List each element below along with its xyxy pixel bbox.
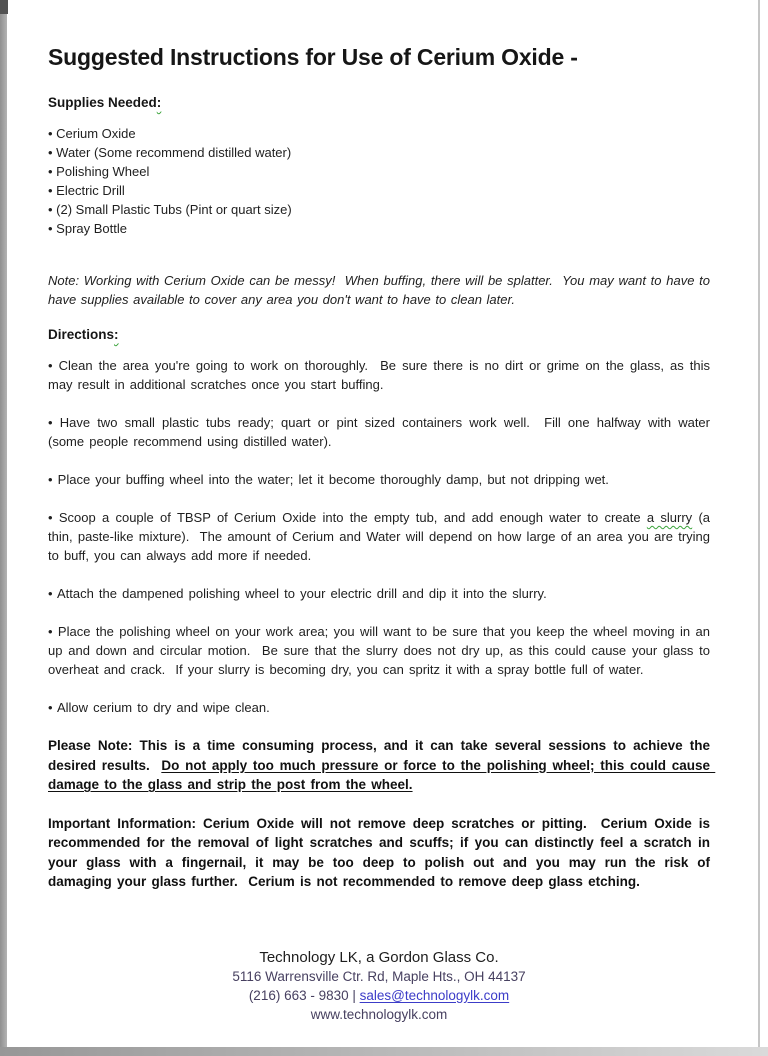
- direction-step: • Allow cerium to dry and wipe clean.: [48, 700, 270, 715]
- list-item: • Water (Some recommend distilled water): [48, 145, 292, 160]
- please-note-paragraph: [48, 736, 716, 795]
- list-item: • Polishing Wheel: [48, 164, 150, 179]
- direction-step: • Attach the dampened polishing wheel to your electric drill and dip it into the slurry.: [48, 586, 547, 601]
- page-edge-corner: [0, 0, 8, 14]
- page-title: Suggested Instructions for Use of Cerium Oxide -: [48, 44, 578, 70]
- footer-phone-line: [48, 986, 710, 1005]
- grammar-squiggle-colon: :: [156, 95, 162, 110]
- please-note-text: Please Note: This is a time consuming process, and it can take several sessions to achieve the desired results.: [48, 738, 716, 773]
- please-note-underlined-text: Do not apply too much pressure or force to the polishing wheel; this could cause damage to the glass and strip the post from the wheel.: [48, 757, 716, 792]
- note-paragraph: Note: Working with Cerium Oxide can be messy! When buffing, there will be splatter. You may want to have to have supplies available to cover any area you don't want to have to clean later.: [48, 273, 715, 307]
- footer-address: 5116 Warrensville Ctr. Rd, Maple Hts., OH 44137: [232, 968, 526, 984]
- page-edge-right: [758, 0, 760, 1056]
- directions-heading-text: Directions: [48, 327, 115, 342]
- direction-step: • Have two small plastic tubs ready; quart or pint sized containers work well. Fill one halfway with water (some people recommend using distilled water).: [48, 415, 716, 449]
- footer-phone: (216) 663 - 9830 |: [248, 987, 360, 1003]
- document-page: [48, 44, 716, 1024]
- important-information-paragraph: Important Information: Cerium Oxide will not remove deep scratches or pitting. Cerium Oxide is recommended for the removal of light scratches and scuffs; if you can distinctly feel a scratch in your glass with a fingernail, it may be too deep to polish out and you may run the risk of damaging your glass further. Cerium is not recommended to remove deep glass etching.: [48, 815, 716, 889]
- page-edge-left: [0, 0, 7, 1056]
- supplies-heading: [48, 95, 710, 110]
- footer-website: www.technologylk.com: [310, 1006, 448, 1022]
- direction-step: [48, 508, 716, 565]
- step-text: (a thin, paste-like mixture). The amount of Cerium and Water will depend on how large of an area you are trying to buff, you can always add more if needed.: [48, 510, 716, 563]
- email-link[interactable]: sales@technologylk.com: [359, 987, 510, 1003]
- list-item: • Cerium Oxide: [48, 126, 136, 141]
- list-item: • Spray Bottle: [48, 221, 127, 236]
- page-edge-bottom: [0, 1047, 768, 1056]
- list-item: • Electric Drill: [48, 183, 125, 198]
- supplies-list: [48, 124, 710, 238]
- list-item: • (2) Small Plastic Tubs (Pint or quart size): [48, 202, 292, 217]
- grammar-squiggle-text: a slurry: [646, 510, 693, 525]
- direction-step: • Place your buffing wheel into the water; let it become thoroughly damp, but not dripping wet.: [48, 472, 609, 487]
- footer: [48, 948, 710, 1024]
- footer-company-name: Technology LK, a Gordon Glass Co.: [259, 948, 499, 966]
- direction-step: • Clean the area you're going to work on thoroughly. Be sure there is no dirt or grime on the glass, as this may result in additional scratches once you start buffing.: [48, 358, 716, 392]
- directions-heading: [48, 327, 710, 342]
- supplies-heading-text: Supplies Needed: [48, 95, 157, 110]
- direction-step: • Place the polishing wheel on your work area; you will want to be sure that you keep the wheel moving in an up and down and circular motion. Be sure that the slurry does not dry up, as this could cause your glass to overheat and crack. If your slurry is becoming dry, you can spritz it with a spray bottle full of water.: [48, 624, 716, 677]
- grammar-squiggle-colon: :: [114, 327, 119, 342]
- step-text: • Scoop a couple of TBSP of Cerium Oxide into the empty tub, and add enough water to create: [48, 510, 647, 525]
